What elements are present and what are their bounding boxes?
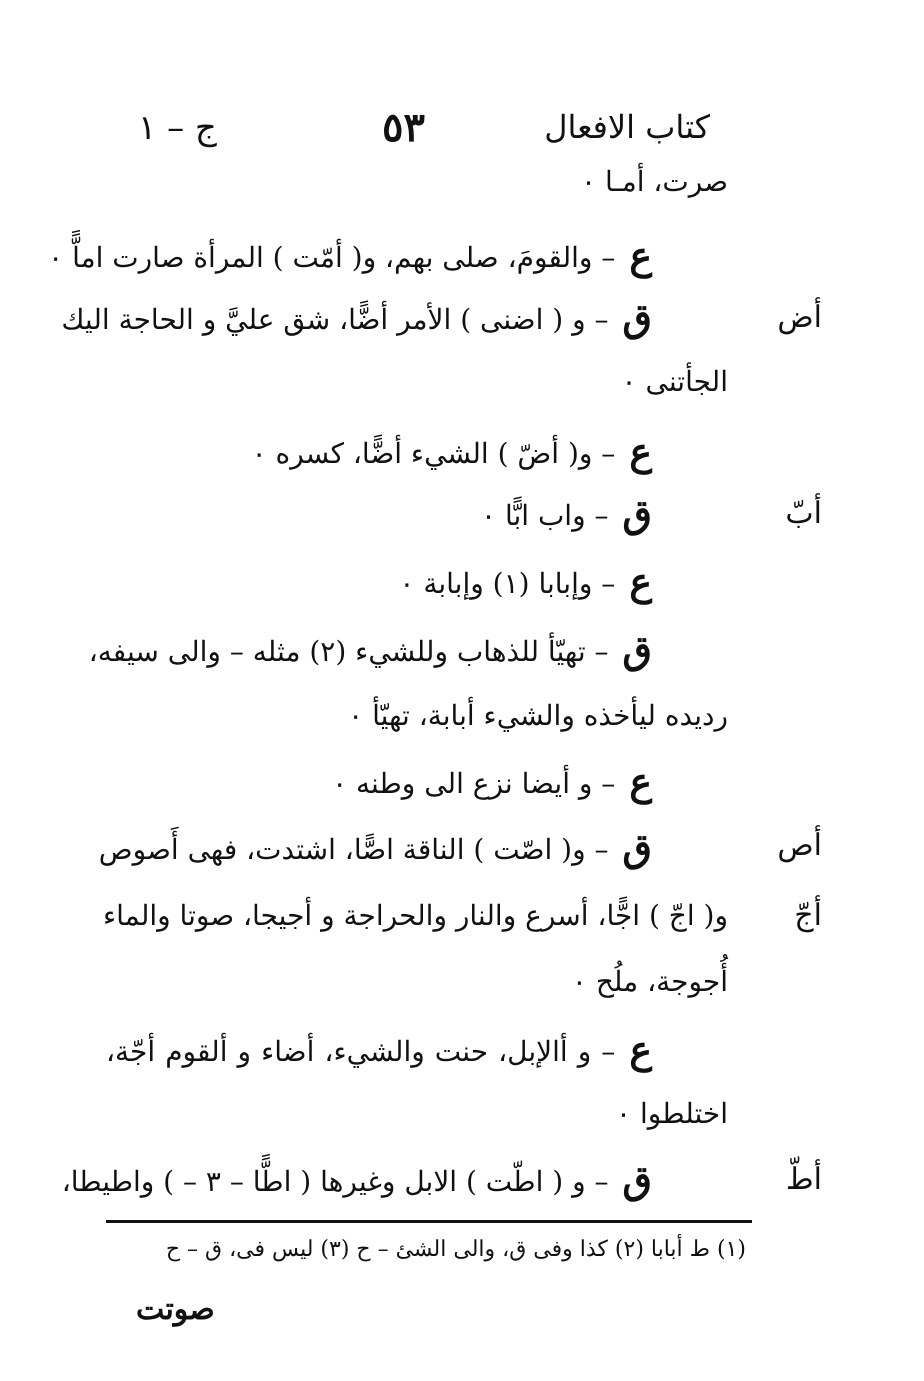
book-title: كتاب الافعال	[544, 108, 710, 146]
entry-marker: ق	[622, 825, 652, 870]
text-line	[616, 1094, 728, 1134]
entry-marker: ع	[629, 233, 652, 278]
text-line	[399, 559, 652, 604]
entry-marker: ق	[622, 627, 652, 672]
text-line	[106, 1027, 652, 1072]
headword: أص	[777, 828, 822, 863]
line-text: – و( اصّت ) الناقة اصًّا، اشتدت، فهى أَصوص	[98, 833, 609, 866]
line-text: – والقومَ، صلى بهم، و( أمّت ) المرأة صارت اماًّ ٠	[48, 241, 616, 274]
text-line	[98, 825, 652, 870]
text-line	[48, 233, 652, 278]
line-text: الجأتنى ٠	[621, 365, 728, 398]
line-text: – و ( اضنى ) الأمر أضًّا، شق عليَّ و الحاجة اليك	[61, 303, 609, 336]
line-text: أُجوجة، ملُح ٠	[571, 965, 728, 998]
entry-marker: ق	[622, 1157, 652, 1202]
entry-marker: ع	[629, 759, 652, 804]
text-line	[622, 362, 728, 402]
text-line	[332, 759, 652, 804]
headword: أض	[777, 300, 822, 335]
line-text: – و ( اطّت ) الابل وغيرها ( اطًّا – ٣ – ) واطيطا،	[61, 1165, 609, 1198]
text-line	[572, 962, 728, 1002]
footnote-divider	[106, 1220, 752, 1223]
page-header	[120, 104, 710, 152]
line-text: اختلطوا ٠	[616, 1097, 728, 1130]
line-text: – و أالإبل، حنت والشيء، أضاء و ألقوم أجّة،	[106, 1035, 616, 1068]
text-line	[61, 295, 652, 340]
entry-marker: ع	[629, 1027, 652, 1072]
footnote: (١) ط أبابا (٢) كذا وفى ق، والى الشئ – ح (٣) ليس فى، ق – ح	[165, 1237, 746, 1262]
line-text: – و( أضّ ) الشيء أضًّا، كسره ٠	[251, 437, 616, 470]
volume-label: ج – ١	[138, 108, 217, 148]
page-number: ٥٣	[382, 104, 425, 151]
line-text: – تهيّأ للذهاب وللشيء (٢) مثله – والى سيفه،	[88, 635, 609, 668]
line-text: و( اجّ ) اجًّا، أسرع والنار والحراجة و أجيجا، صوتا والماء	[102, 899, 728, 932]
text-line	[61, 1157, 652, 1202]
entry-marker: ق	[622, 491, 652, 536]
text-line	[88, 627, 652, 672]
line-text: – واب ابًّا ٠	[481, 499, 609, 532]
text-line	[251, 429, 652, 474]
line-text: – وإبابا (١) وإبابة ٠	[399, 567, 616, 600]
text-line	[481, 491, 652, 536]
headword: أجّ	[794, 898, 822, 933]
entry-marker: ع	[629, 559, 652, 604]
entry-marker: ق	[622, 295, 652, 340]
text-line	[102, 896, 728, 936]
text-line	[581, 162, 728, 202]
line-text: رديده ليأخذه والشيء أبابة، تهيّأ ٠	[348, 699, 728, 732]
headword: أطّ	[785, 1162, 822, 1197]
entry-marker: ع	[629, 429, 652, 474]
line-text: صرت، أمـا ٠	[581, 165, 728, 198]
catchword: صوتت	[136, 1292, 215, 1327]
text-line	[348, 696, 728, 736]
line-text: – و أيضا نزع الى وطنه ٠	[332, 767, 616, 800]
headword: أبّ	[785, 496, 822, 531]
